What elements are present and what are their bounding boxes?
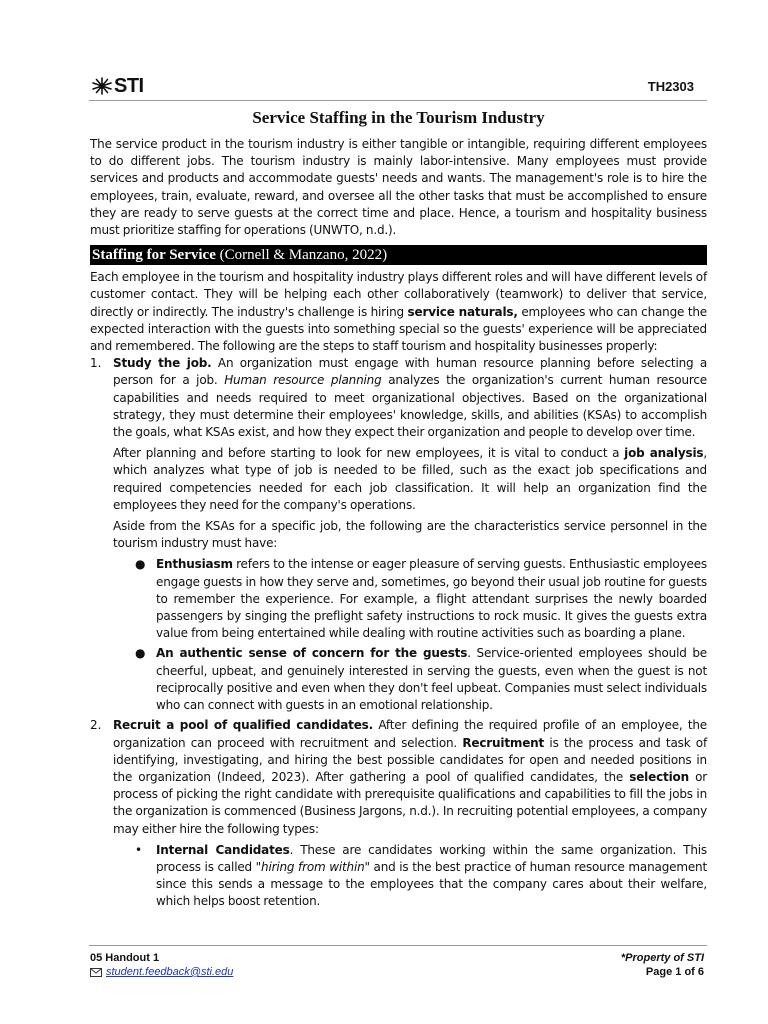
trait-heading: Enthusiasm: [156, 557, 233, 572]
feedback-contact: [90, 965, 233, 979]
hr-planning-term: Human resource planning: [224, 373, 382, 388]
candidate-types-list: [113, 842, 707, 911]
selection-term: selection: [629, 769, 689, 784]
step-number: 2.: [90, 718, 102, 733]
intro-paragraph: The service product in the tourism industry is either tangible or intangible, requiring different employees to do different jobs. The tourism industry is mainly labor-intensive. Many employees must provide services and products and accommodate guests' needs and wants. The management's role is to hire the employees, train, evaluate, reward, and oversee all the other tasks that must be accomplished to ensure they are ready to serve guests at the correct time and place. Hence, a tourism and hospitality business must prioritize staffing for operations (UNWTO, n.d.).: [90, 137, 707, 238]
step-1-text-continued: analyzes the organization's current human resource capabilities and needs required to meet organizational objectives. Based on the organizational strategy, they must determine their employees' knowledge, skills, and abilities (KSAs) to accomplish the goals, what KSAs exist, and how they expect their organization and people to develop over time.: [113, 373, 707, 440]
trait-enthusiasm-text: [156, 556, 707, 642]
hiring-from-within-term: hiring from within": [261, 859, 370, 874]
course-code: TH2303: [647, 79, 694, 94]
service-traits-list: [113, 556, 707, 714]
section-intro-text: Each employee in the tourism and hospitality industry plays different roles and will have different levels of customer contact. They will be helping each other collaboratively (teamwork) to deliver that service, directly or indirectly. The industry's challenge is hiring: [90, 270, 707, 319]
trait-description: . Service-oriented employees should be cheerful, upbeat, and genuinely interested in serving the guests, even when the guest is not reciprocally positive and even when they don't feel upbeat. Companies must select individuals who can connect with guests in an emotional relationship.: [156, 646, 707, 713]
bullet-icon: •: [135, 842, 143, 857]
step-2-heading: Recruit a pool of qualified candidates.: [113, 718, 374, 733]
candidate-type-text: . These are candidates working within the same organization. This process is called ": [156, 842, 707, 874]
sti-logo: [91, 76, 144, 96]
footer-right: [621, 951, 704, 979]
job-analysis-text: After planning and before starting to look for new employees, it is vital to conduct a: [113, 446, 625, 461]
job-analysis-term: job analysis: [624, 446, 704, 461]
section-heading: [90, 245, 707, 265]
section-citation: (Cornell & Manzano, 2022): [219, 247, 388, 264]
document-body: [90, 106, 707, 914]
candidate-type-internal: [113, 842, 707, 911]
step-1-paragraph: [113, 355, 707, 441]
step-number: 1.: [90, 356, 102, 371]
document-title: Service Staffing in the Tourism Industry: [252, 108, 545, 127]
ksa-paragraph: Aside from the KSAs for a specific job, the following are the characteristics service personnel in the tourism industry must have:: [113, 519, 707, 551]
step-study-the-job: [90, 355, 707, 714]
trait-enthusiasm: [113, 556, 707, 642]
step-recruit-candidates: [90, 717, 707, 910]
page-number: Page 1 of 6: [645, 966, 704, 978]
step-2-text-continued: is the process and task of identifying, investigating, and hiring the best possible candidates for open and needed positions in the organization (Indeed, 2023). After gathering a pool of qualified candidates, the: [113, 735, 707, 784]
section-intro-text-continued: employees who can change the expected interaction with the guests into something special so the guests' experience will be appreciated and remembered. The following are the steps to staff tourism and hospitality businesses properly:: [90, 304, 707, 354]
step-1-heading: Study the job.: [113, 356, 212, 371]
property-label: *Property of STI: [620, 952, 704, 964]
bullet-icon: ●: [135, 646, 146, 661]
feedback-email-link[interactable]: student.feedback@sti.edu: [106, 966, 234, 978]
trait-description: refers to the intense or eager pleasure of serving guests. Enthusiastic employees engage guests in how they serve and, sometimes, go beyond their usual job routine for guests to remember the experience. For example, a flight attendant surprises the newly boarded passengers by singing the preflight safety instructions to rock music. It gives the guests extra value from being entertained while dealing with routine activities such as boarding a plane.: [156, 557, 707, 641]
candidate-type-heading: Internal Candidates: [156, 842, 290, 857]
sti-emblem-icon: [91, 77, 113, 95]
recruitment-term: Recruitment: [462, 735, 545, 750]
trait-heading: An authentic sense of concern for the guests: [156, 646, 468, 661]
internal-candidates-text: [156, 842, 707, 911]
step-2-paragraph: [113, 717, 707, 837]
candidate-type-text-continued: and is the best practice of human resource management since this sends a message to the employees that the company cares about their welfare, which helps boost retention.: [156, 859, 707, 909]
handout-label: 05 Handout 1: [90, 952, 160, 964]
job-analysis-paragraph: [113, 445, 707, 514]
sti-logo-text: STI: [114, 75, 144, 97]
trait-authentic-concern-text: [156, 645, 707, 714]
service-naturals-term: service naturals,: [407, 304, 518, 319]
step-2-text-end: or process of picking the right candidate with prerequisite qualifications and capabilities to fill the jobs in the organization is commenced (Business Jargons, n.d.). In recruiting potential employees, a company may either hire the following types:: [113, 769, 707, 836]
staffing-steps-list: [90, 355, 707, 910]
step-1-text: An organization must engage with human resource planning before selecting a person for a job.: [113, 356, 707, 388]
step-2-text: After defining the required profile of an employee, the organization can proceed with recruitment and selection.: [113, 718, 707, 750]
trait-authentic-concern: [113, 645, 707, 714]
section-intro-paragraph: [90, 269, 707, 355]
footer-left: [90, 951, 233, 979]
header-divider: [89, 100, 707, 101]
bullet-icon: ●: [135, 557, 146, 572]
job-analysis-text-continued: , which analyzes what type of job is needed to be filled, such as the exact job specifications and required competencies needed for each job classification. It will help an organization find the employees they need for the company's operations.: [113, 446, 707, 512]
footer-divider: [89, 945, 707, 946]
envelope-icon: [90, 968, 102, 977]
section-title: Staffing for Service: [92, 247, 216, 264]
